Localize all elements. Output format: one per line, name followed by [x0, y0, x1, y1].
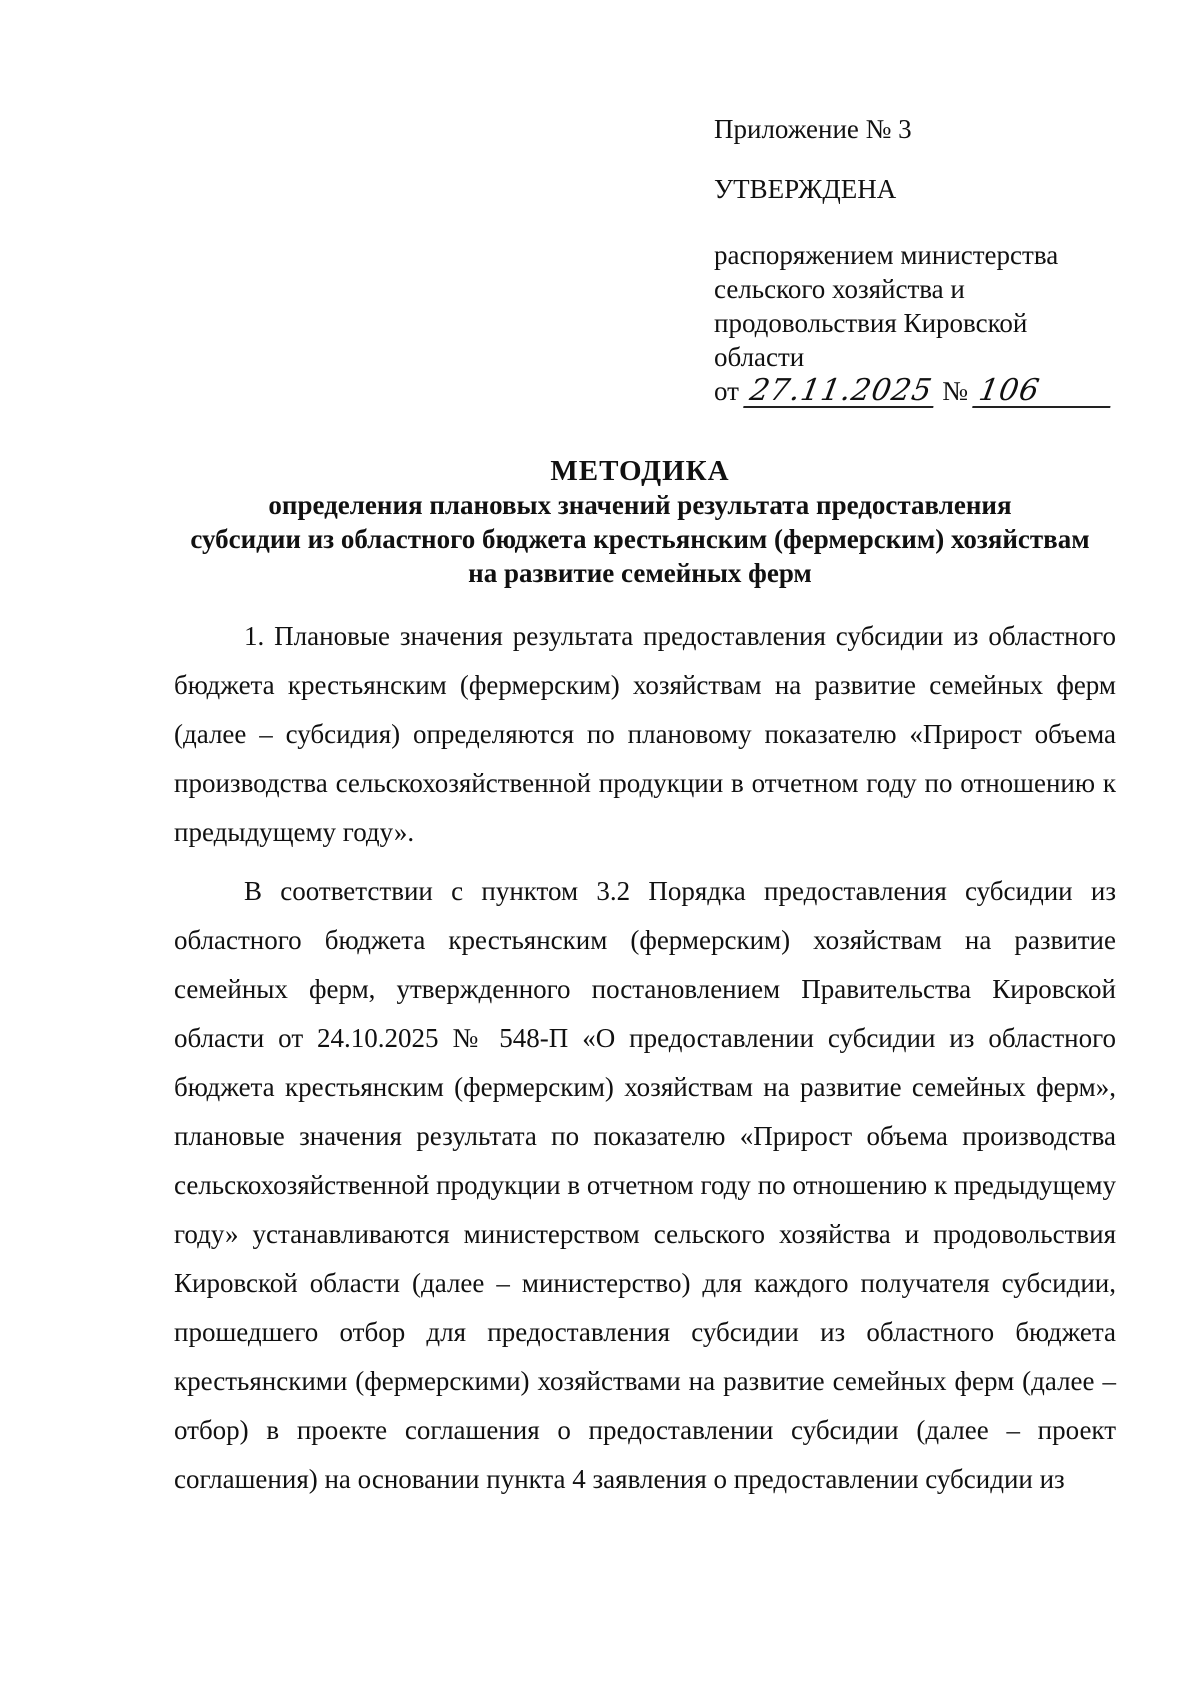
date-number-line: [714, 374, 1134, 408]
order-line-1: распоряжением министерства: [714, 240, 1059, 270]
appendix-label: Приложение № 3: [714, 114, 912, 144]
order-line-3: продовольствия Кировской: [714, 308, 1028, 338]
handwritten-date: 27.11.2025: [743, 376, 938, 408]
approval-stamp-block: [714, 112, 1134, 408]
number-sign: №: [942, 376, 968, 406]
title-line-1: определения плановых значений результата предоставления: [268, 490, 1012, 520]
approved-label: УТВЕРЖДЕНА: [714, 174, 897, 204]
title-line-2: субсидии из областного бюджета крестьянским (фермерским) хозяйствам: [190, 524, 1090, 554]
order-line-4: области: [714, 342, 805, 372]
date-prefix: от: [714, 376, 739, 406]
title-line-3: на развитие семейных ферм: [468, 558, 812, 588]
paragraph-1: 1. Плановые значения результата предоставления субсидии из областного бюджета крестьянским (фермерским) хозяйствам на развитие семейных ферм (далее – субсидия) определяются по плановому показателю «Прирост объема производства сельскохозяйственной продукции в отчетном году по отношению к предыдущему году».: [174, 621, 1116, 847]
document-body: [174, 612, 1116, 1504]
title-main: МЕТОДИКА: [550, 455, 730, 487]
order-line-2: сельского хозяйства и: [714, 274, 965, 304]
handwritten-number: 106: [972, 376, 1116, 408]
paragraph-2: В соответствии с пунктом 3.2 Порядка предоставления субсидии из областного бюджета крестьянским (фермерским) хозяйствам на развитие семейных ферм, утвержденного постановлением Правительства Кировской области от 24.10.2025 № 548-П «О предоставлении субсидии из областного бюджета крестьянским (фермерским) хозяйствам на развитие семейных ферм», плановые значения результата по показателю «Прирост объема производства сельскохозяйственной продукции в отчетном году по отношению к предыдущему году» устанавливаются министерством сельского хозяйства и продовольствия Кировской области (далее – министерство) для каждого получателя субсидии, прошедшего отбор для предоставления субсидии из областного бюджета крестьянскими (фермерскими) хозяйствами на развитие семейных ферм (далее – отбор) в проекте соглашения о предоставлении субсидии (далее – проект соглашения) на основании пункта 4 заявления о предоставлении субсидии из: [174, 876, 1116, 1494]
document-title: [130, 454, 1150, 590]
